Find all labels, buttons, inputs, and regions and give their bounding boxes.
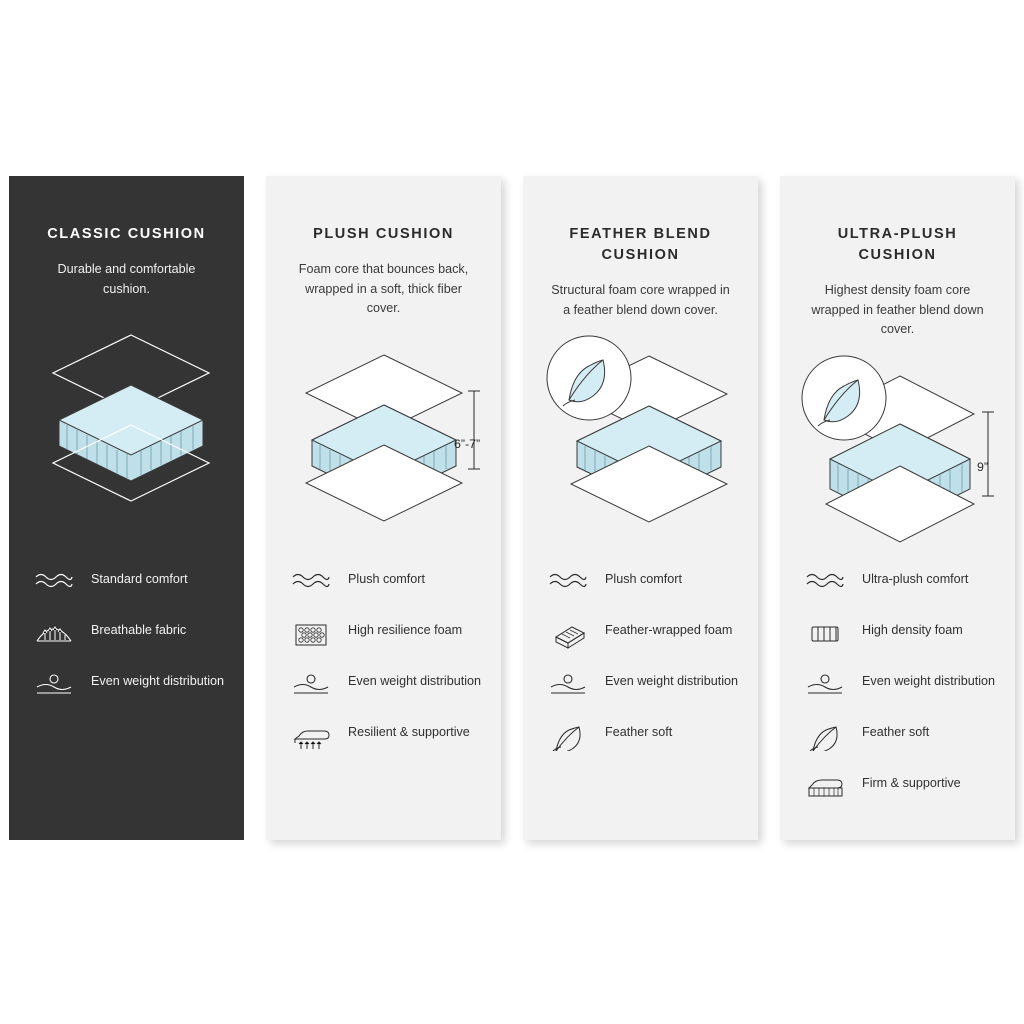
- feature-label: Firm & supportive: [862, 776, 961, 790]
- feature-item: [31, 670, 226, 704]
- feature-label: High density foam: [862, 623, 963, 637]
- feature-item: [545, 568, 740, 602]
- dimension-label: 9”: [977, 459, 989, 474]
- feature-item: [802, 721, 997, 755]
- feature-list: [288, 568, 483, 772]
- feature-label: High resilience foam: [348, 623, 463, 637]
- card-description: Highest density foam core wrapped in feather blend down cover.: [811, 283, 984, 337]
- feature-label: Breathable fabric: [91, 623, 187, 637]
- feature-label: Plush comfort: [605, 572, 682, 586]
- cushion-card-feather-blend[interactable]: [523, 176, 758, 840]
- wave-icon: [288, 568, 334, 590]
- exploded-cushion-illustration: [31, 313, 231, 503]
- breathable-fabric-icon: [31, 619, 77, 647]
- weight-distribution-icon: [31, 670, 77, 698]
- feature-item: [802, 670, 997, 704]
- weight-distribution-icon: [802, 670, 848, 698]
- cushion-card-plush[interactable]: [266, 176, 501, 840]
- feature-label: Feather soft: [862, 725, 930, 739]
- exploded-cushion-illustration: [545, 334, 745, 524]
- feature-item: [288, 721, 483, 755]
- feather-icon: [545, 721, 591, 751]
- feature-item: [31, 568, 226, 602]
- feather-wrapped-foam-icon: [545, 619, 591, 649]
- feature-list: [802, 568, 997, 823]
- feature-item: [802, 772, 997, 806]
- cushion-layer-diagram: [288, 333, 479, 523]
- wave-icon: [31, 568, 77, 590]
- card-description: Foam core that bounces back, wrapped in a soft, thick fiber cover.: [298, 262, 469, 316]
- feature-label: Even weight distribution: [91, 674, 225, 688]
- firm-support-icon: [802, 772, 848, 802]
- feature-item: [802, 568, 997, 602]
- honeycomb-foam-icon: [288, 619, 334, 649]
- feature-label: Plush comfort: [348, 572, 425, 586]
- feature-list: [31, 568, 226, 721]
- feature-label: Even weight distribution: [862, 674, 996, 688]
- card-description: Durable and comfortable cushion.: [57, 262, 196, 296]
- cushion-layer-diagram: [31, 313, 222, 503]
- feature-item: [545, 619, 740, 653]
- feature-item: [545, 721, 740, 755]
- feature-item: [288, 619, 483, 653]
- feature-label: Feather-wrapped foam: [605, 623, 733, 637]
- feature-label: Resilient & supportive: [348, 725, 470, 739]
- feature-item: [545, 670, 740, 704]
- card-title: FEATHER BLEND CUSHION: [569, 226, 712, 264]
- cushion-card-list: [0, 176, 1024, 840]
- exploded-cushion-illustration: [288, 333, 488, 523]
- feature-label: Even weight distribution: [605, 674, 739, 688]
- feature-item: [288, 670, 483, 704]
- card-description: Structural foam core wrapped in a feather blend down cover.: [551, 283, 730, 317]
- card-title: CLASSIC CUSHION: [47, 226, 206, 242]
- feature-item: [31, 619, 226, 653]
- feature-label: Ultra-plush comfort: [862, 572, 969, 586]
- cushion-card-ultra-plush[interactable]: [780, 176, 1015, 840]
- card-title: ULTRA-PLUSH CUSHION: [837, 226, 958, 264]
- cushion-card-classic[interactable]: [9, 176, 244, 840]
- cushion-layer-diagram: [545, 334, 736, 524]
- card-title: PLUSH CUSHION: [313, 226, 454, 242]
- resilient-support-icon: [288, 721, 334, 751]
- feature-label: Standard comfort: [91, 572, 188, 586]
- wave-icon: [802, 568, 848, 590]
- feather-icon: [802, 721, 848, 751]
- wave-icon: [545, 568, 591, 590]
- feature-item: [802, 619, 997, 653]
- feature-list: [545, 568, 740, 772]
- cushion-layer-diagram: [802, 354, 993, 544]
- leaf-badge-icon: [802, 356, 886, 440]
- feature-item: [288, 568, 483, 602]
- dimension-label: 6”-7”: [454, 436, 481, 451]
- leaf-badge-icon: [547, 336, 631, 420]
- exploded-cushion-illustration: [802, 354, 1002, 544]
- feature-label: Feather soft: [605, 725, 673, 739]
- dense-foam-icon: [802, 619, 848, 647]
- feature-label: Even weight distribution: [348, 674, 482, 688]
- weight-distribution-icon: [288, 670, 334, 698]
- weight-distribution-icon: [545, 670, 591, 698]
